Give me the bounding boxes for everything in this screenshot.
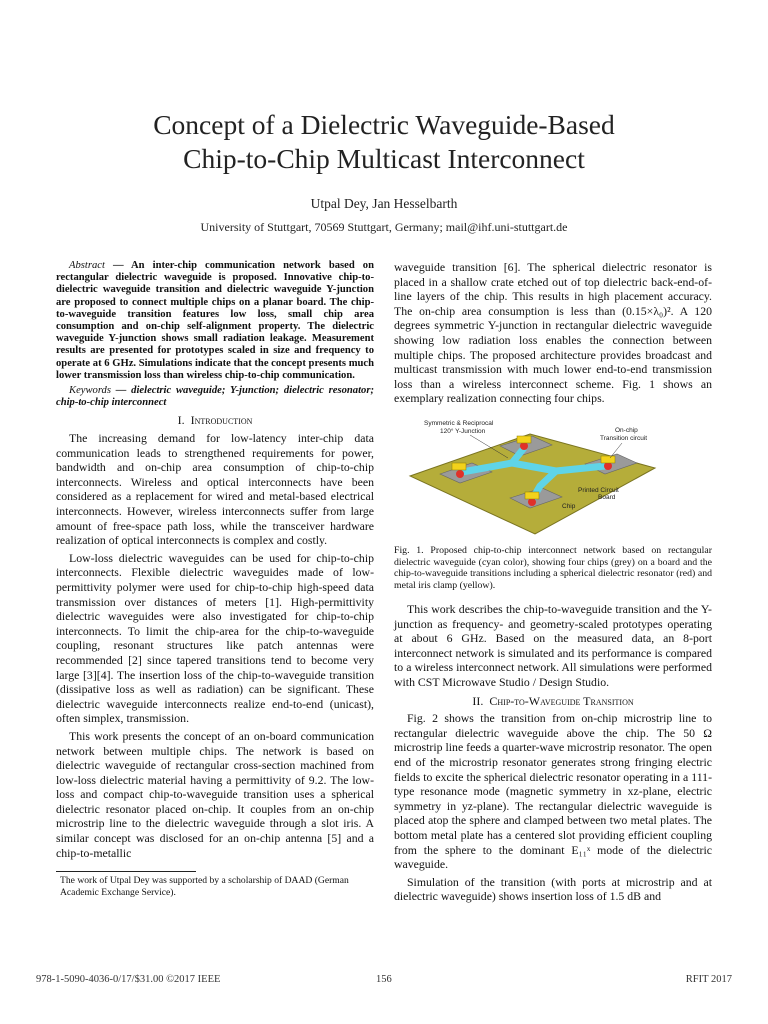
figure-1-caption: Fig. 1. Proposed chip-to-chip interconnect network based on rectangular dielectric waveguide (cyan color), showing four chips (grey) on a board and the chip-to-waveguide transitions including a spherical dielectric resonator (red) and metal iris clamp (yellow). xyxy=(394,545,712,591)
paragraph: Low-loss dielectric waveguides can be used for chip-to-chip interconnects. Flexible dielectric waveguides made of low-permittivity polymer were used for chip-to-chip high-speed data transmission over distances of meters [1]. High-permittivity dielectric waveguides were also investigated for chip-to-chip interconnects. To limit the chip-area for the chip-to-waveguide coupling, resonant structures like patch antennas were recommended [2] since tapered transitions tend to become very large [3][4]. The insertion loss of the chip-to-waveguide transition (dissipative loss as well as radiation) can be significant. These dielectric waveguide interconnects realize end-to-end (unicast), often simplex, transmission. xyxy=(56,550,374,726)
iris-clamp xyxy=(601,456,615,463)
figure-1-illustration xyxy=(400,416,660,538)
footer-conference: RFIT 2017 xyxy=(685,974,732,985)
authors: Utpal Dey, Jan Hesselbarth xyxy=(310,196,458,211)
section-title: Chip-to-Waveguide Transition xyxy=(489,693,634,708)
paper-title xyxy=(40,108,728,176)
title-line-1: Concept of a Dielectric Waveguide-Based xyxy=(153,109,615,140)
paragraph: Simulation of the transition (with ports at microstrip and at dielectric waveguide) shows insertion loss of 1.5 dB and xyxy=(394,874,712,904)
title-line-2: Chip-to-Chip Multicast Interconnect xyxy=(183,143,585,174)
abstract-lead: Abstract xyxy=(69,260,105,271)
figure-label: Board xyxy=(598,494,616,501)
abstract-text: — An inter-chip communication network based on rectangular dielectric waveguide is proposed. Innovative chip-to-dielectric waveguide transition and dielectric waveguide Y-junction are proposed to connect multiple chips on a planar board. The chip-to-waveguide transition features low loss, small chip area consumption and on-chip self-alignment property. The dielectric waveguide Y-junction shows small radiation leakage. Measurement results are presented for prototypes scaled in size and frequency to operate at 6 GHz. Simulations indicate that the concept presents much lower transmission loss than wireless chip-to-chip communication. xyxy=(56,260,374,381)
paragraph: This work describes the chip-to-waveguide transition and the Y-junction as frequency- and geometry-scaled prototypes operating at about 6 GHz. Based on the measured data, an 8-port interconnect network is simulated and its performance is compared to a wireless interconnect network. All simulations were performed with CST Microwave Studio / Design Studio. xyxy=(394,602,712,689)
section-heading-1 xyxy=(56,413,374,428)
figure-label: Symmetric & Reciprocal xyxy=(424,420,494,427)
resonator xyxy=(456,470,464,478)
keywords-lead: Keywords xyxy=(69,385,111,397)
section-number: II. xyxy=(472,693,484,708)
right-column-bottom xyxy=(394,602,712,907)
section-heading-2 xyxy=(394,694,712,709)
right-column-top xyxy=(394,260,712,409)
paragraph: waveguide transition [6]. The spherical dielectric resonator is placed in a shallow crate etched out of top dielectric back-end-of-line layers of the chip. This results in high placement accuracy. The on-chip area consumption is less than (0.15×λ₀)². A 120 degrees symmetric Y-junction in rectangular dielectric waveguide showing low radiation loss enables the connection between multiple chips. The proposed architecture provides broadcast and multicast transmission with much lower end-to-end transmission loss than a wireless interconnect scheme. Fig. 1 shows an exemplary realization connecting four chips. xyxy=(394,260,712,406)
keywords xyxy=(56,385,374,409)
paragraph: Fig. 2 shows the transition from on-chip microstrip line to rectangular dielectric waveguide above the chip. The 50 Ω microstrip line feeds a quarter-wave microstrip resonator. The open end of the microstrip resonator generates strong fringing electric fields to excite the spherical dielectric resonator operating in a 111-type resonance mode (magnetic symmetry in xz-plane, electric symmetry in yz-plane). The rectangular dielectric waveguide is placed atop the sphere and clamped between two metal plates. The bottom metal plate has a centered slot providing efficient coupling from the sphere to the dominant E₁₁ˣ mode of the dielectric waveguide. xyxy=(394,711,712,872)
paragraph: The increasing demand for low-latency inter-chip data communication leads to strengthened requirements for power, bandwidth and on-chip area consumption of chip-to-chip interconnects. Wireless and optical interconnects have been considered as a replacement for wired and metal-based electrical interconnects. However, wireless interconnects suffer from large amount of free-space path loss, while the transceiver hardware realization of optical interconnects is complex and costly. xyxy=(56,431,374,548)
paragraph: This work presents the concept of an on-board communication network between multiple chips. The network is based on dielectric waveguide of rectangular cross-section machined from low-loss dielectric material having a permittivity of 9.2. The low-loss and compact chip-to-waveguide transition uses a spherical dielectric resonator placed on-chip. It couples from an on-chip microstrip line to the dielectric waveguide through a slot iris. A similar concept was disclosed for an on-chip antenna [5] and a chip-to-metallic xyxy=(56,728,374,860)
page-number: 156 xyxy=(376,974,392,985)
figure-label: Transition circuit xyxy=(600,435,648,442)
left-column xyxy=(56,260,374,863)
iris-clamp xyxy=(525,492,539,499)
keywords-text: — dielectric waveguide; Y-junction; dielectric resonator; chip-to-chip interconnect xyxy=(56,385,374,409)
footnote: The work of Utpal Dey was supported by a scholarship of DAAD (German Academic Exchange Service). xyxy=(60,875,349,898)
figure-label: On-chip xyxy=(615,427,638,434)
figure-label: 120° Y-Junction xyxy=(440,428,486,435)
section-title: Introduction xyxy=(190,413,253,428)
iris-clamp xyxy=(517,436,531,443)
abstract xyxy=(56,260,374,382)
iris-clamp xyxy=(452,463,466,470)
footnote-rule xyxy=(56,871,196,872)
figure-label: Chip xyxy=(562,503,576,510)
section-number: I. xyxy=(177,413,185,428)
figure-label: Printed Circuit xyxy=(578,487,619,494)
figure-1 xyxy=(400,416,660,538)
affiliation: University of Stuttgart, 70569 Stuttgart, Germany; mail@ihf.uni-stuttgart.de xyxy=(200,220,568,234)
footer-copyright: 978-1-5090-4036-0/17/$31.00 ©2017 IEEE xyxy=(36,974,221,985)
